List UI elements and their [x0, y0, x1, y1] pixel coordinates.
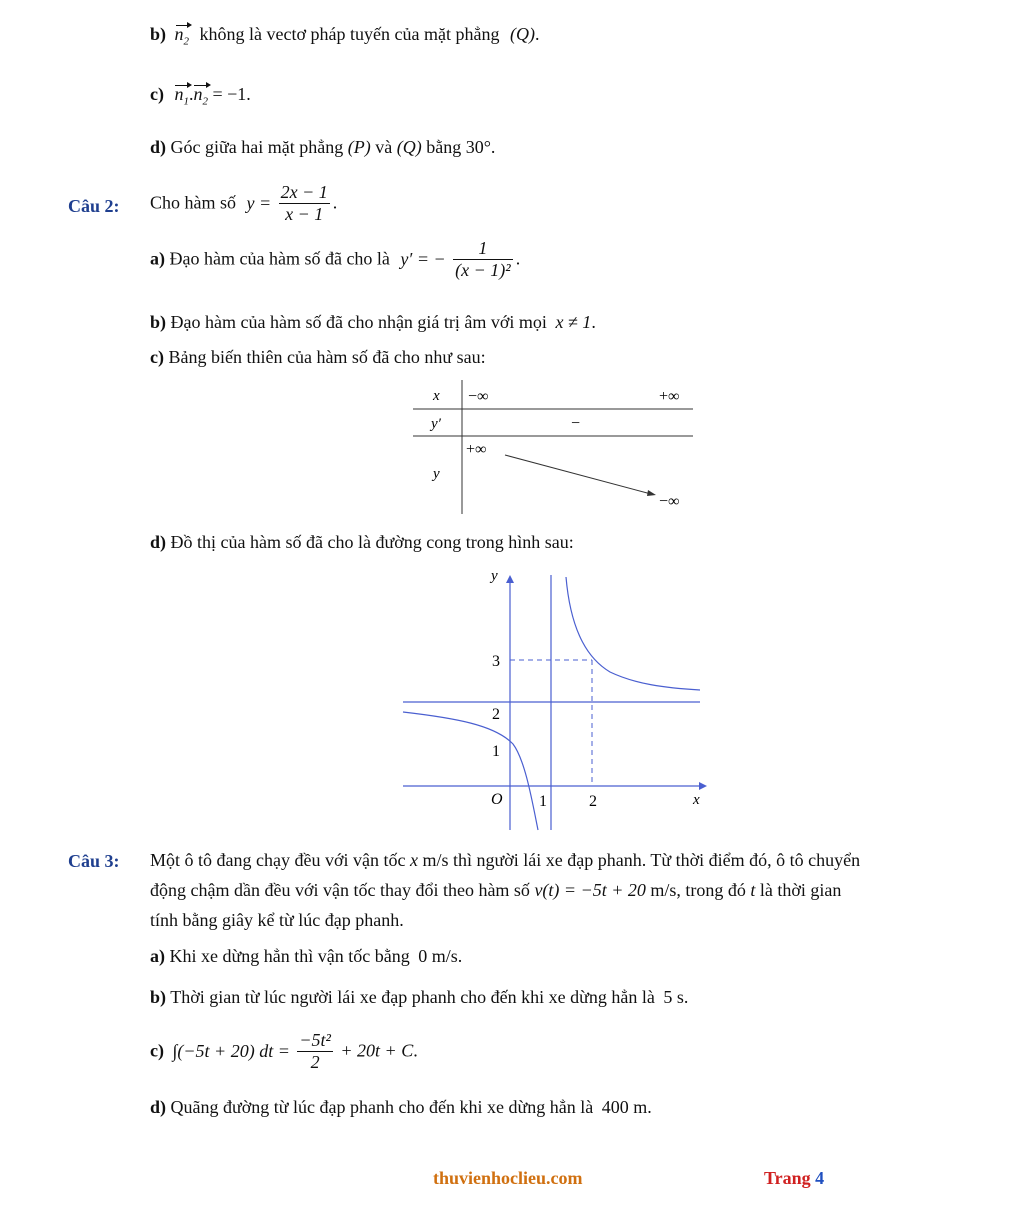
option-label: c) — [150, 84, 164, 104]
q1-option-c: c) $n_1.n_2 = -1$. — [150, 84, 251, 108]
question-2-title: Câu 2: — [68, 196, 120, 216]
page-number: 4 — [815, 1168, 825, 1188]
q2-option-a: a) Đạo hàm của hàm số đã cho là y′ = − $\frac{1}{\text{(x − 1)²}}$ . — [150, 238, 521, 280]
table-x-neg-inf: −∞ — [468, 388, 489, 405]
function-graph — [395, 560, 720, 835]
q3-option-c: c) ∫(−5t + 20) dt = $\frac{\text{−5t²}}{2}$ + 20t + C. — [150, 1030, 418, 1072]
footer-site: thuvienhoclieu.com — [433, 1168, 583, 1188]
x-axis-label: x — [693, 792, 700, 808]
q1-option-d: d) Góc giữa hai mặt phẳng (P) và (Q) bằng 30°. — [150, 137, 496, 157]
table-x-header: x — [433, 388, 440, 404]
tick-y-1: 1 — [492, 743, 500, 760]
q2-function: Cho hàm số y = $\frac{2x - 1}{x - 1}$ . — [150, 182, 338, 224]
table-y-header: y — [433, 466, 440, 482]
integral-expression: ∫(−5t + 20) dt = — [172, 1040, 290, 1061]
q2-option-d: d) Đồ thị của hàm số đã cho là đường cong trong hình sau: — [150, 532, 574, 552]
table-derivative-sign: − — [571, 415, 581, 432]
velocity-function: v(t) = −5t + 20 — [534, 880, 646, 900]
tick-x-2: 2 — [589, 793, 597, 810]
integral-fraction: $\frac{\text{−5t²}}{2}$ — [299, 1030, 331, 1072]
curve-right-branch — [566, 577, 700, 690]
origin-label: O — [491, 791, 503, 808]
option-label: b) — [150, 24, 167, 44]
derivative-fraction: $\frac{1}{\text{(x − 1)²}}$ — [455, 238, 511, 280]
table-x-pos-inf: +∞ — [659, 388, 680, 405]
option-label: d) — [150, 137, 167, 157]
footer-page: Trang 4 — [764, 1168, 825, 1188]
y-axis-label: y — [491, 568, 498, 584]
q2-option-c: c) Bảng biến thiên của hàm số đã cho như sau: — [150, 347, 486, 367]
q3-option-a: a) Khi xe dừng hẳn thì vận tốc bằng 0 m/s. — [150, 946, 463, 966]
q3-option-b: b) Thời gian từ lúc người lái xe đạp phanh cho đến khi xe dừng hẳn là 5 s. — [150, 987, 689, 1007]
q3-option-d: d) Quãng đường từ lúc đạp phanh cho đến khi xe dừng hẳn là 400 m. — [150, 1097, 652, 1117]
table-yprime-header: y′ — [431, 416, 441, 432]
q2-option-b: b) Đạo hàm của hàm số đã cho nhận giá trị âm với mọi x ≠ 1. — [150, 312, 596, 332]
vector-n2: $n_2$ — [174, 24, 190, 48]
question-3-title: Câu 3: — [68, 851, 120, 871]
table-y-bottom: −∞ — [659, 493, 680, 510]
curve-left-branch — [403, 712, 538, 830]
vector-n2: $n_2$ — [193, 84, 208, 108]
table-y-top: +∞ — [466, 441, 487, 458]
tick-y-2: 2 — [492, 706, 500, 723]
q1-option-b: b) $n_2$ không là vectơ pháp tuyến của mặt phẳng (Q). — [150, 24, 540, 48]
variation-table — [405, 378, 700, 518]
tick-y-3: 3 — [492, 653, 500, 670]
function-fraction: $\frac{2x - 1}{x - 1}$ — [280, 182, 328, 224]
tick-x-1: 1 — [539, 793, 547, 810]
option-text: không là vectơ pháp tuyến của mặt phẳng — [199, 24, 500, 44]
vector-n1: $n_1$ — [174, 84, 189, 108]
q3-stem: Một ô tô đang chạy đều với vận tốc x m/s thì người lái xe đạp phanh. Từ thời điểm đó, ô tô chuyển động chậm dần đều với vận tốc thay đổi theo hàm số v(t) = −5t + 20 m/s, trong đó t là thời gian tính bằng giây kể từ lúc đạp phanh. — [150, 850, 861, 930]
plane-q: (Q) — [509, 24, 535, 44]
dot-product-value: = −1 — [212, 84, 247, 104]
angle-value: 30° — [465, 137, 491, 157]
